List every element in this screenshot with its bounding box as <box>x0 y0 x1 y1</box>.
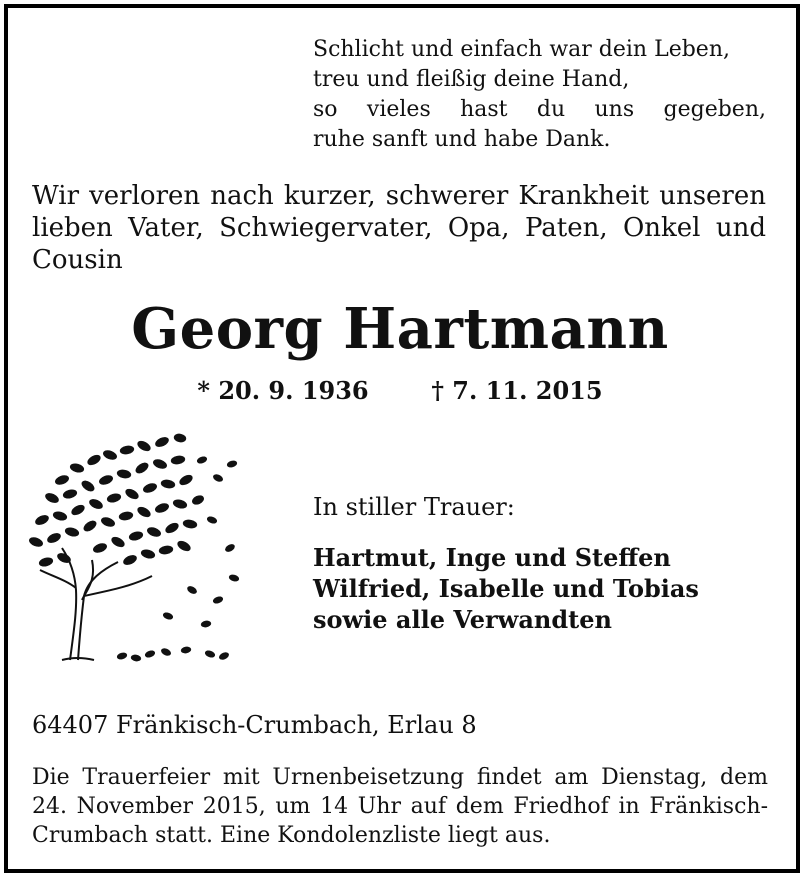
poem-line: treu und fleißig deine Hand, <box>313 67 630 92</box>
mourner-list <box>313 542 699 635</box>
birth-date: * 20. 9. 1936 <box>197 376 369 405</box>
deceased-name: Georg Hartmann <box>131 296 669 362</box>
windblown-tree-icon <box>22 420 252 670</box>
address: 64407 Fränkisch-Crumbach, Erlau 8 <box>32 711 477 739</box>
life-dates <box>0 376 800 405</box>
poem-line: so vieles hast du uns gegeben, <box>313 97 766 122</box>
death-date: † 7. 11. 2015 <box>431 376 603 405</box>
mourning-label: In stiller Trauer: <box>313 493 515 521</box>
poem-line: Schlicht und einfach war dein Leben, <box>313 37 730 62</box>
mourner-line: sowie alle Verwandten <box>313 605 612 634</box>
funeral-notice: Die Trauerfeier mit Urnenbeisetzung findet am Dienstag, dem 24. November 2015, um 14 Uhr auf dem Friedhof in Fränkisch-Crumbach statt. Eine Kondolenzliste liegt aus. <box>32 765 768 848</box>
mourner-line: Wilfried, Isabelle und Tobias <box>313 574 699 603</box>
poem <box>313 35 766 155</box>
poem-line: ruhe sanft und habe Dank. <box>313 127 611 152</box>
intro-text: Wir verloren nach kurzer, schwerer Krankheit unseren lieben Vater, Schwiegervater, Opa, Paten, Onkel und Cousin <box>32 181 766 275</box>
mourner-line: Hartmut, Inge und Steffen <box>313 543 671 572</box>
